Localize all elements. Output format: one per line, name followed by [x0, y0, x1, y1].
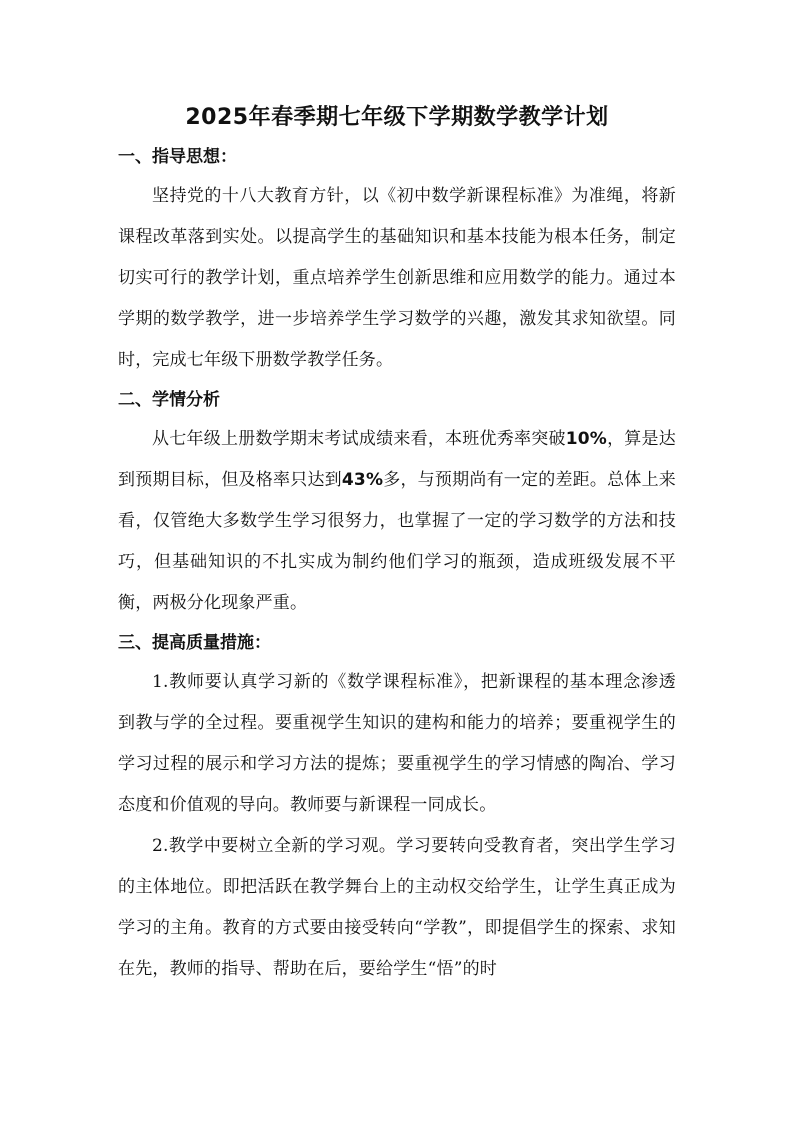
analysis-text-before-excellent: 从七年级上册数学期末考试成绩来看，本班优秀率突破 [152, 429, 566, 449]
paragraph-measure-2: 2.教学中要树立全新的学习观。学习要转向受教育者，突出学生学习的主体地位。即把活跃在教学舞台上的主动权交给学生，让学生真正成为学习的主角。教育的方式要由接受转向“学教”，即提倡学生的探索、求知在先，教师的指导、帮助在后，要给学生“悟”的时 [118, 836, 676, 979]
pass-rate-value: 43% [341, 470, 384, 490]
paragraph-measure-1: 1.教师要认真学习新的《数学课程标准》，把新课程的基本理念渗透到教与学的全过程。要重视学生知识的建构和能力的培养；要重视学生的学习过程的展示和学习方法的提炼；要重视学生的学习情感的陶冶、学习态度和价值观的导向。教师要与新课程一同成长。 [118, 672, 676, 815]
analysis-text-after-pass: 多，与预期尚有一定的差距。总体上来看，仅管绝大多数学生学习很努力，也掌握了一定的学习数学的方法和技巧，但基础知识的不扎实成为制约他们学习的瓶颈，造成班级发展不平衡，两极分化现象严重。 [118, 470, 676, 613]
section-heading-guiding-ideology: 一、指导思想： [118, 147, 237, 167]
paragraph-student-analysis [118, 419, 676, 624]
section-heading-student-analysis: 二、学情分析 [118, 390, 220, 410]
document-title: 2025年春季期七年级下学期数学教学计划 [185, 105, 609, 130]
paragraph-guiding-ideology: 坚持党的十八大教育方针，以《初中数学新课程标准》为准绳，将新课程改革落到实处。以提高学生的基础知识和基本技能为根本任务，制定切实可行的教学计划，重点培养学生创新思维和应用数学的能力。通过本学期的数学教学，进一步培养学生学习数学的兴趣，激发其求知欲望。同时，完成七年级下册数学教学任务。 [118, 186, 676, 370]
section-heading-quality-measures: 三、提高质量措施： [118, 633, 271, 653]
analysis-text-middle: ，算是达到预期目标，但及格率只达到 [118, 429, 676, 490]
excellent-rate-value: 10% [565, 429, 608, 449]
